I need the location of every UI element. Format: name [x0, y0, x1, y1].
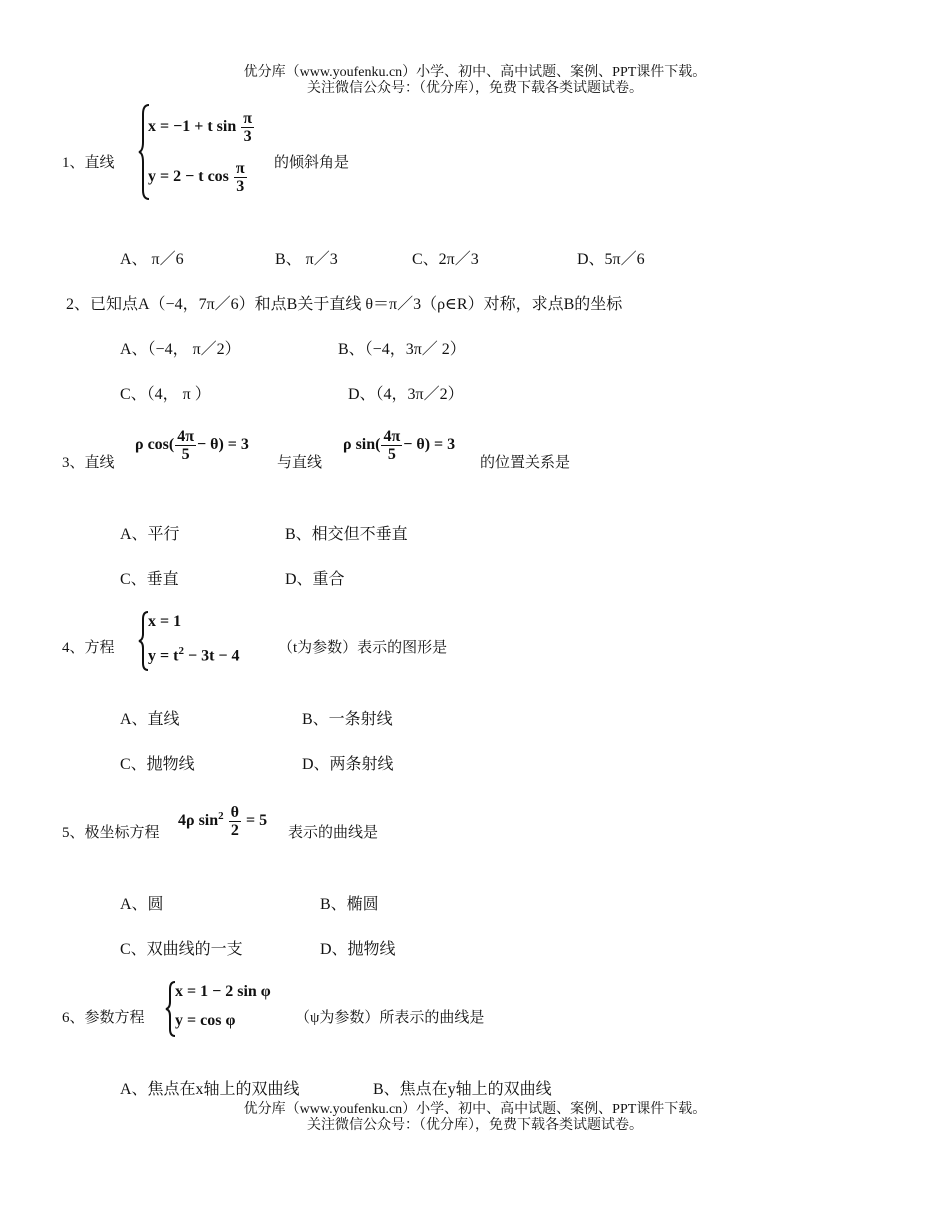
q2-option-c: C、（4， π ） [120, 386, 211, 403]
q3-equation-1: ρ cos( $\frac{4\pi}{5}$ − θ) = 3 [135, 428, 249, 463]
q4-equation-system [138, 610, 268, 672]
q3-prefix: 3、直线 [62, 455, 115, 471]
q5-suffix: 表示的曲线是 [288, 825, 379, 841]
q6-eq-1: x = 1 − 2 sin φ [175, 983, 271, 1000]
q4-option-c: C、抛物线 [120, 756, 195, 773]
q3-mid: 与直线 [277, 455, 323, 471]
q4-option-d: D、两条射线 [302, 756, 394, 773]
q1-eq-2: y = 2 − t cos $\frac{\pi}{3}$ [148, 160, 245, 195]
q5-option-d: D、抛物线 [320, 941, 396, 958]
q2-option-d: D、（4，3π／2） [348, 386, 464, 403]
q5-option-b: B、椭圆 [320, 896, 379, 913]
header-line-1: 优分库（www.youfenku.cn）小学、初中、高中试题、案例、PPT课件下载。 [243, 65, 707, 80]
q2-option-a: A、（−4， π／2） [120, 341, 241, 358]
q5-equation: 4ρ $\sin^2$ $\frac{\theta}{2}$ = 5 [178, 804, 268, 839]
q4-eq-1: x = 1 [148, 613, 182, 630]
q5-option-a: A、圆 [120, 896, 164, 913]
q1-prefix: 1、直线 [62, 155, 115, 171]
q2-text: 2、已知点A（−4，7π／6）和点B关于直线 θ＝π／3（ρ∈R）对称，求点B的坐标 [66, 296, 623, 313]
q4-option-b: B、一条射线 [302, 711, 393, 728]
header-line-2: 关注微信公众号：（优分库），免费下载各类试题试卷。 [307, 81, 643, 96]
q6-prefix: 6、参数方程 [62, 1010, 145, 1026]
q4-suffix: （t为参数）表示的图形是 [278, 640, 448, 656]
q1-equation-system [138, 102, 278, 202]
q6-equation-system [165, 980, 295, 1038]
q3-option-a: A、平行 [120, 526, 180, 543]
q1-suffix: 的倾斜角是 [274, 155, 350, 171]
q4-option-a: A、直线 [120, 711, 180, 728]
q1-eq-1: x = −1 + t sin $\frac{\pi}{3}$ [148, 110, 253, 145]
q1-option-b: B、 π／3 [275, 251, 338, 268]
q2-option-b: B、（−4，3π／ 2） [338, 341, 466, 358]
q6-option-b: B、焦点在y轴上的双曲线 [373, 1081, 552, 1098]
q3-option-b: B、相交但不垂直 [285, 526, 408, 543]
q3-suffix: 的位置关系是 [480, 455, 571, 471]
q6-suffix: （ψ为参数）所表示的曲线是 [295, 1010, 485, 1026]
q5-prefix: 5、极坐标方程 [62, 825, 160, 841]
footer-line-2: 关注微信公众号：（优分库），免费下载各类试题试卷。 [307, 1118, 643, 1133]
q1-option-c: C、2π／3 [412, 251, 479, 268]
q4-prefix: 4、方程 [62, 640, 115, 656]
q1-option-a: A、 π／6 [120, 251, 184, 268]
q3-equation-2: ρ sin( $\frac{4\pi}{5}$ − θ) = 3 [343, 428, 456, 463]
q1-option-d: D、5π／6 [577, 251, 645, 268]
footer-line-1: 优分库（www.youfenku.cn）小学、初中、高中试题、案例、PPT课件下载。 [243, 1102, 707, 1117]
q6-eq-2: y = cos φ [175, 1012, 236, 1029]
q5-option-c: C、双曲线的一支 [120, 941, 243, 958]
q6-option-a: A、焦点在x轴上的双曲线 [120, 1081, 300, 1098]
q4-eq-2: $y = t^2 - 3t - 4$ [148, 645, 240, 665]
q3-option-c: C、垂直 [120, 571, 179, 588]
q3-option-d: D、重合 [285, 571, 345, 588]
